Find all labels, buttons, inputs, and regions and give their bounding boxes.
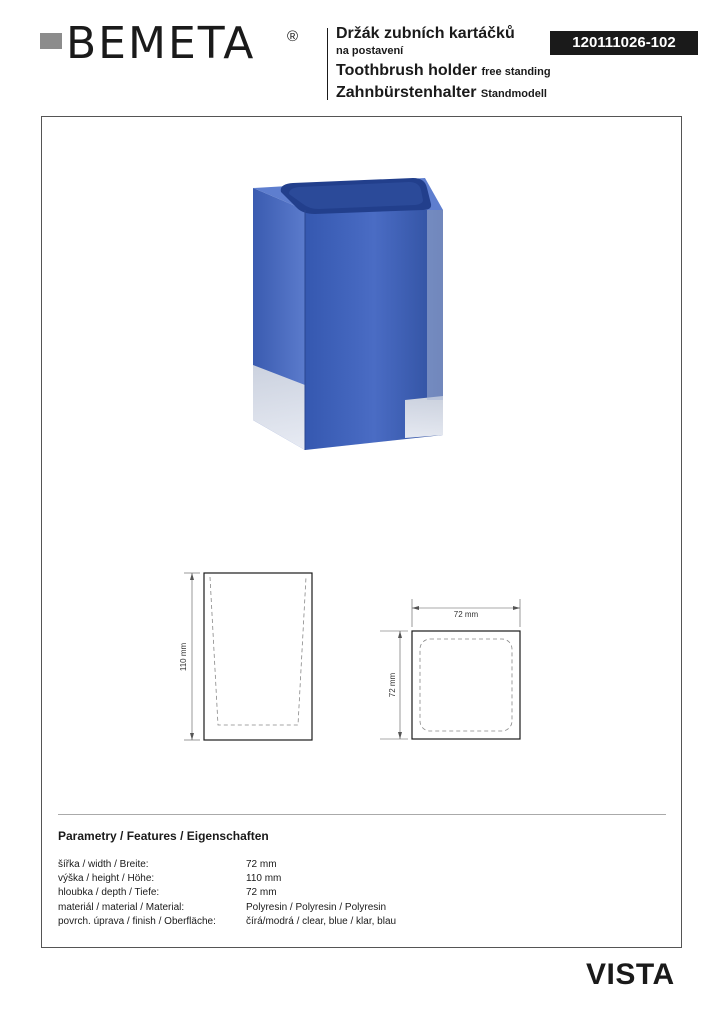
spec-row — [58, 872, 396, 886]
title-english — [336, 62, 551, 80]
logo-mark — [40, 33, 62, 49]
spec-label: výška / height / Höhe: — [58, 873, 155, 885]
spec-value: 72 mm — [246, 887, 277, 899]
technical-drawing — [160, 555, 540, 755]
subtitle-czech: na postavení — [336, 45, 404, 57]
spec-label: hloubka / depth / Tiefe: — [58, 887, 160, 899]
spec-label: povrch. úprava / finish / Oberfläche: — [58, 915, 216, 927]
specs-table — [58, 858, 396, 929]
title-german — [336, 84, 547, 102]
spec-row — [58, 901, 396, 915]
title-czech: Držák zubních kartáčků — [336, 25, 515, 42]
specs-divider — [58, 814, 666, 815]
spec-row — [58, 858, 396, 872]
width-dimension-label: 72 mm — [453, 610, 479, 619]
spec-value: Polyresin / Polyresin / Polyresin — [246, 901, 387, 913]
spec-value: 110 mm — [246, 873, 282, 885]
title-english-main: Toothbrush holder — [336, 62, 478, 79]
side-view-outline — [204, 573, 312, 740]
top-view-inner-hidden — [420, 639, 512, 731]
spec-label: šířka / width / Breite: — [58, 859, 149, 870]
top-view-outline — [412, 631, 520, 739]
product-code-badge: 120111026-102 — [550, 31, 698, 55]
spec-value: 72 mm — [246, 859, 277, 870]
product-photo — [245, 170, 455, 455]
title-german-main: Zahnbürstenhalter — [336, 84, 477, 101]
registered-mark: ® — [287, 28, 299, 45]
title-english-suffix: free standing — [481, 66, 551, 78]
title-german-suffix: Standmodell — [480, 88, 547, 100]
height-dimension-label: 110 mm — [179, 642, 188, 672]
model-name: VISTA — [586, 958, 675, 991]
header-divider — [327, 28, 328, 100]
brand-logo: BEMETA — [66, 18, 256, 69]
top-view — [380, 599, 520, 739]
spec-row — [58, 915, 396, 929]
side-view-inner-hidden — [210, 577, 306, 725]
specs-title: Parametry / Features / Eigenschaften — [58, 829, 269, 843]
spec-row — [58, 886, 396, 900]
spec-value: čírá/modrá / clear, blue / klar, blau — [246, 915, 397, 927]
side-view — [179, 573, 312, 740]
depth-dimension-label: 72 mm — [388, 672, 397, 698]
spec-label: materiál / material / Material: — [58, 901, 185, 913]
